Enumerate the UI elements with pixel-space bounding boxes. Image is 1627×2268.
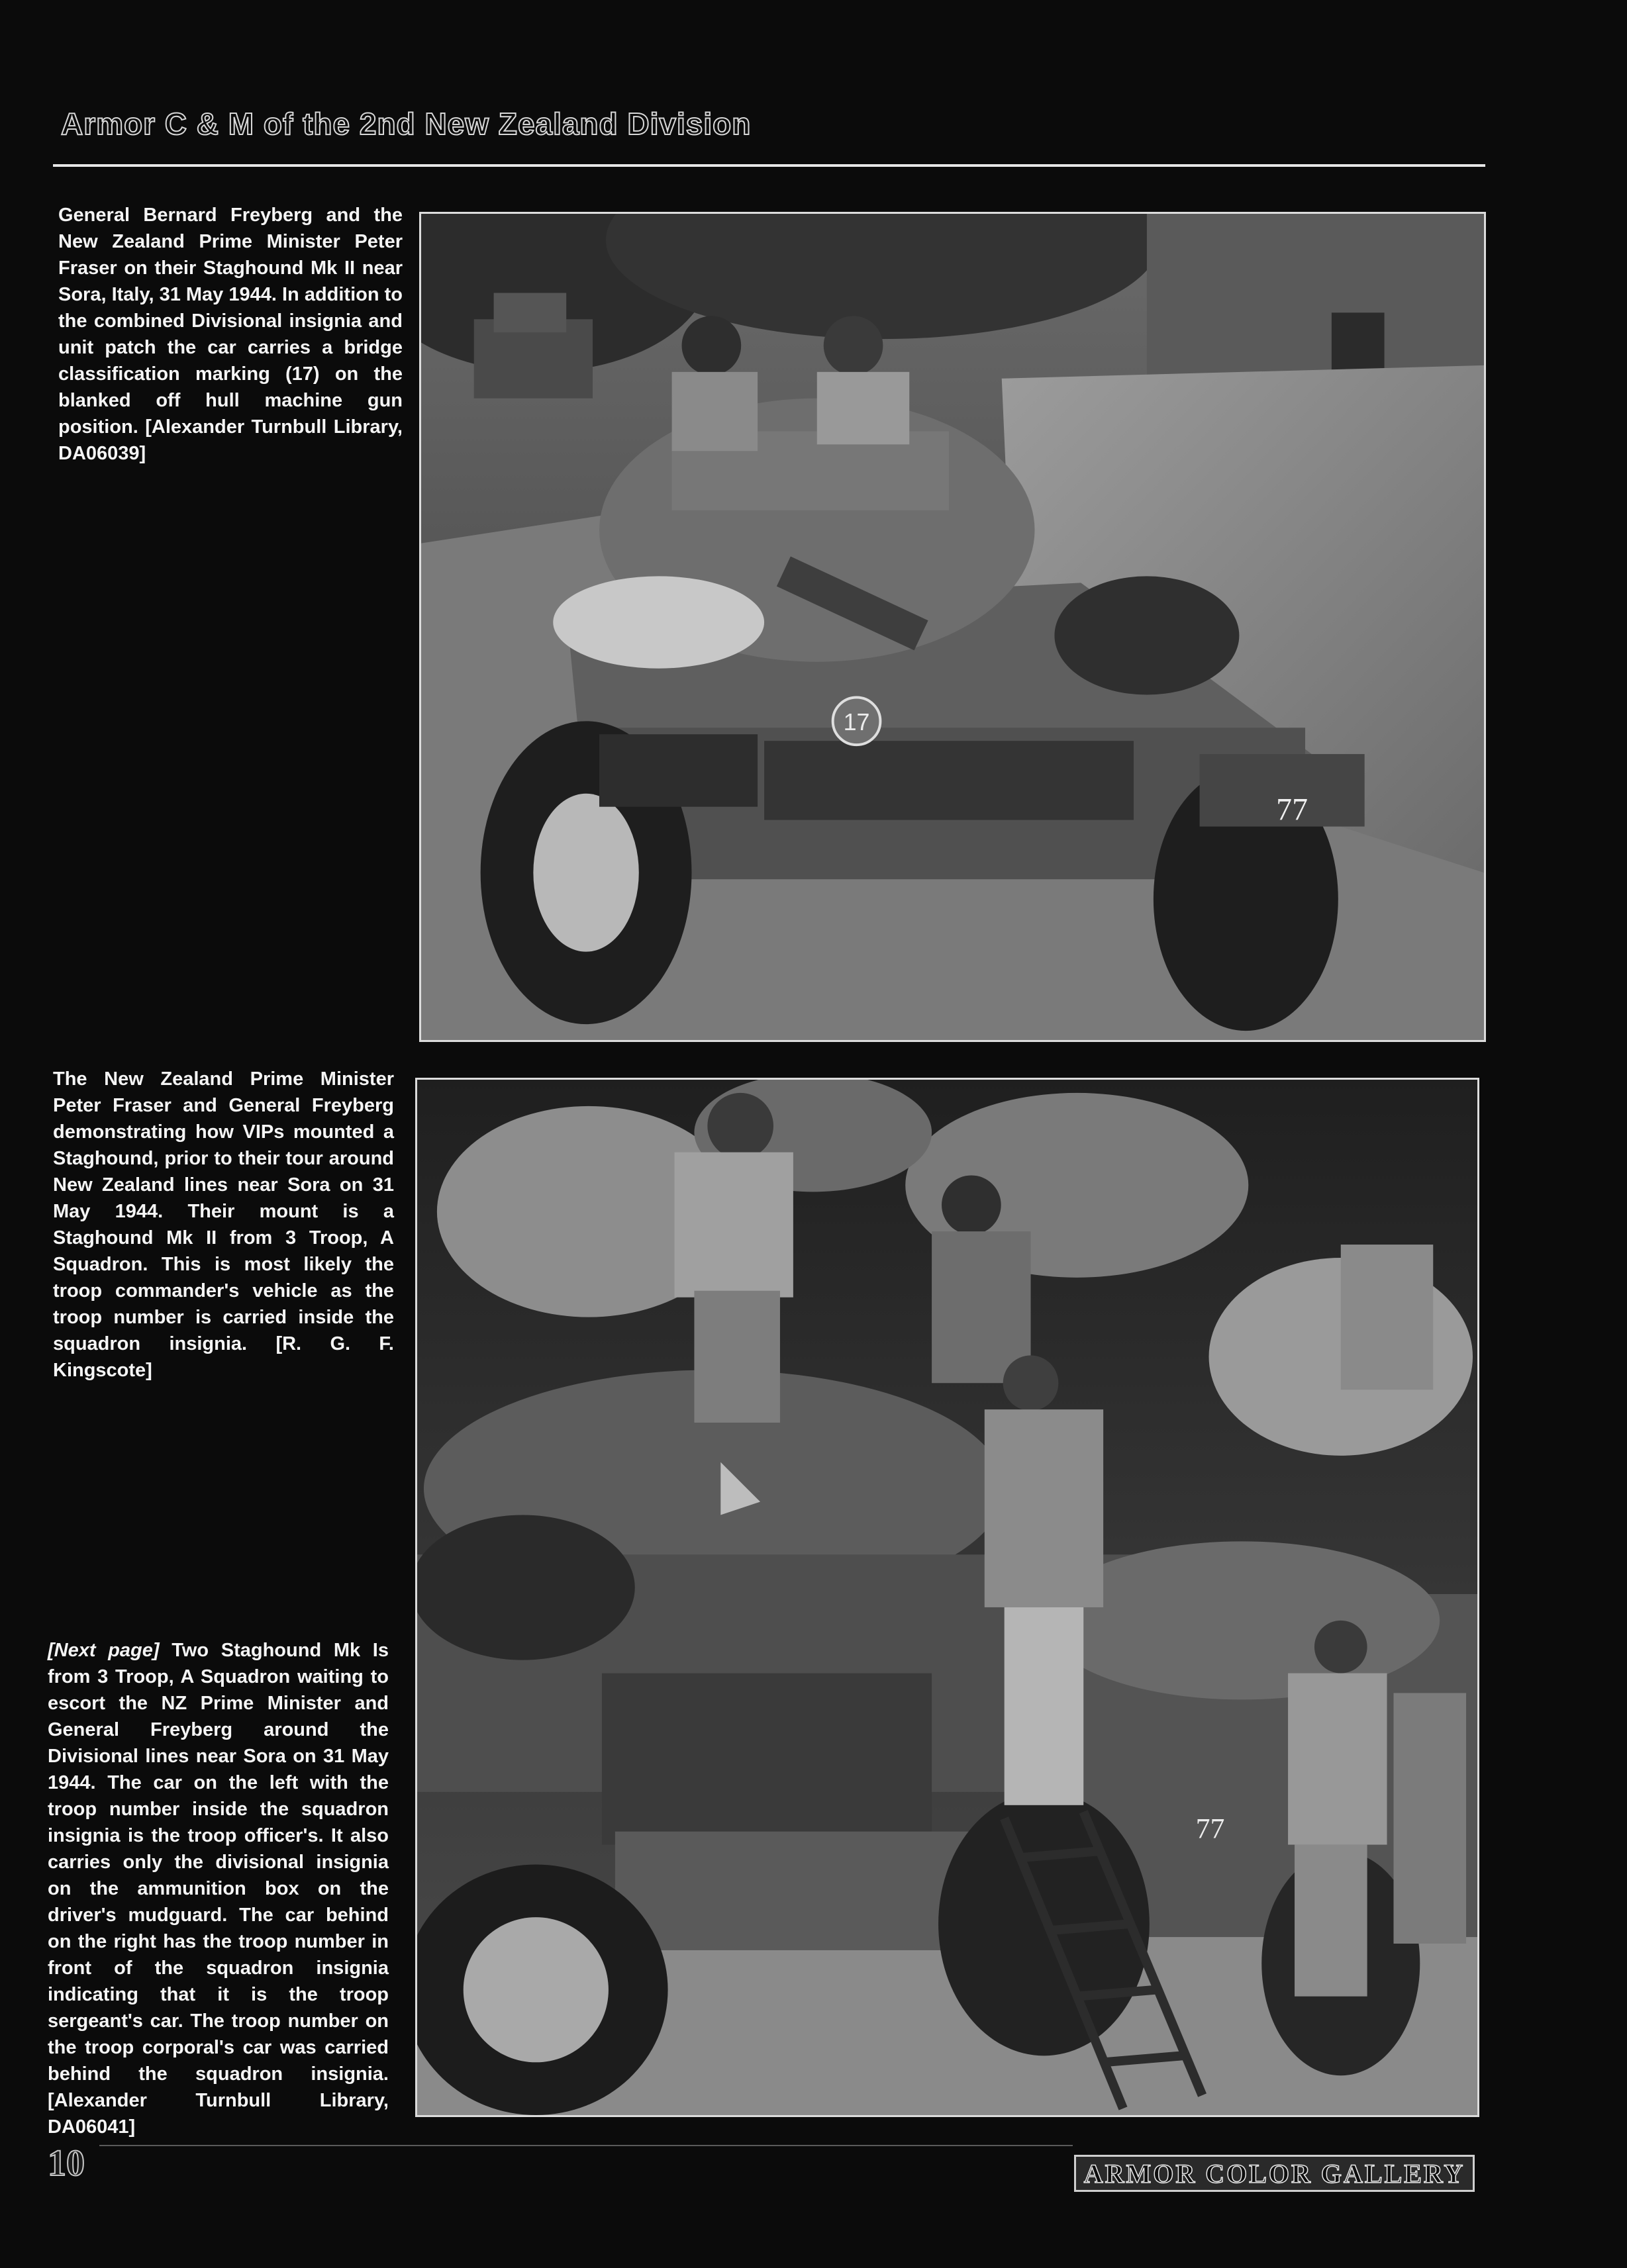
next-page-text: Two Staghound Mk Is from 3 Troop, A Squadron waiting to escort the NZ Prime Minister and General Freyberg around the Divisional lines near Sora on 31 May 1944. The car on the left with the troop number inside the squadron insignia is the troop officer's. It also carries only the divisional insignia on the ammunition box on the driver's mudguard. The car behind on the right has the troop number in front of the squadron insignia indicating that it is the troop sergeant's car. The troop number on the troop corporal's car was carried behind the squadron insignia. [Alexander Turnbull Library, DA06041] [48,1640,389,2138]
rear-car-number-marking: 77 [1195,1813,1225,1845]
caption-photo-2: The New Zealand Prime Minister Peter Fraser and General Freyberg demonstrating how VIPs mounted a Staghound, prior to their tour around New Zealand lines near Sora on 31 May 1944. Their mount is a Staghound Mk II from 3 Troop, A Squadron. This is most likely the troop commander's vehicle as the troop number is carried inside the squadron insignia. [R. G. F. Kingscote] [53,1068,394,1381]
photo-1-illustration [421,214,1484,1040]
title-divider [53,164,1485,167]
photo-vip-mounting-staghound [415,1078,1479,2117]
caption-next-page [48,1637,389,2140]
photo-2-illustration [417,1080,1477,2115]
photo-staghound-freyberg-fraser [419,212,1486,1042]
footer-divider [99,2145,1073,2146]
series-logo: ARMOR COLOR GALLERY [1074,2155,1475,2192]
page-number: 10 [48,2143,85,2184]
next-page-lead: [Next page] [48,1640,160,1661]
caption-photo-1: General Bernard Freyberg and the New Zealand Prime Minister Peter Fraser on their Staghound Mk II near Sora, Italy, 31 May 1944. In addition to the combined Divisional insignia and unit patch the car carries a bridge classification marking (17) on the blanked off hull machine gun position. [Alexander Turnbull Library, DA06039] [58,205,403,464]
bridge-class-marking: 17 [843,709,870,736]
hull-number-marking: 77 [1276,792,1308,827]
page-title: Armor C & M of the 2nd New Zealand Division [61,107,752,141]
